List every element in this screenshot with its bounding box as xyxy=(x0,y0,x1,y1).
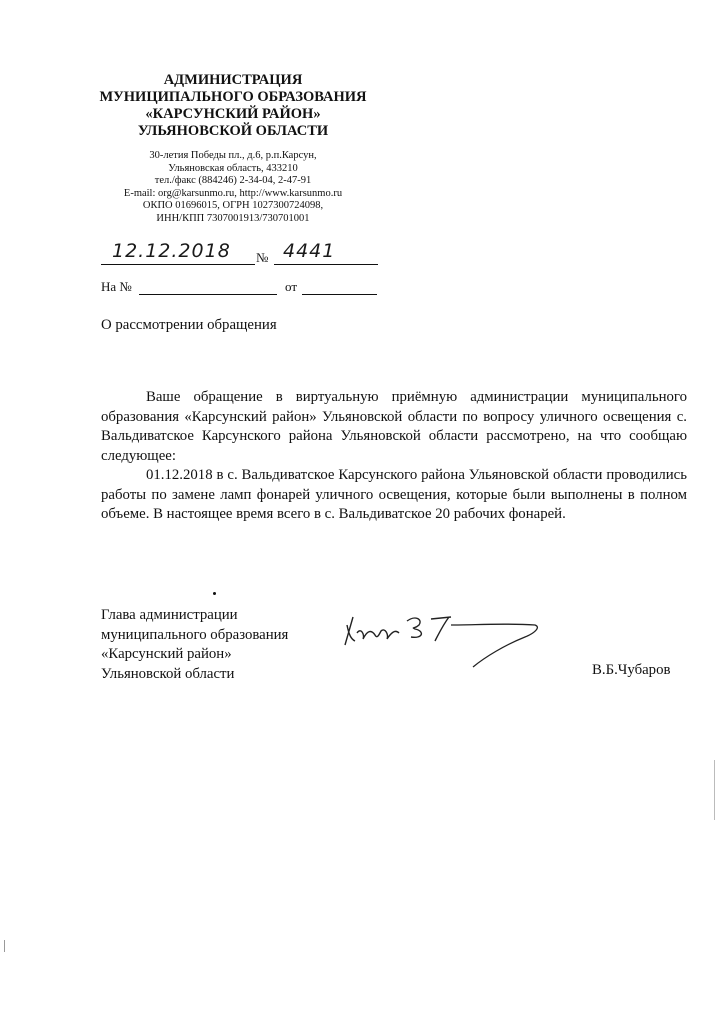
position-line: Глава администрации xyxy=(101,607,238,623)
signer-name: В.Б.Чубаров xyxy=(592,662,671,678)
reply-date-underline xyxy=(302,294,377,295)
handwritten-signature xyxy=(335,605,550,675)
letter-subject: О рассмотрении обращения xyxy=(101,317,277,333)
title-line: АДМИНИСТРАЦИЯ xyxy=(163,72,303,88)
address-line: ИНН/КПП 7307001913/730701001 xyxy=(156,212,310,224)
title-line: МУНИЦИПАЛЬНОГО ОБРАЗОВАНИЯ xyxy=(99,89,367,105)
position-line: «Карсунский район» xyxy=(101,646,232,663)
registration-number: 4441 xyxy=(283,240,336,262)
address-line: Ульяновская область, 433210 xyxy=(168,162,298,174)
scan-edge-mark xyxy=(714,760,715,820)
date-underline xyxy=(101,264,255,265)
scan-edge-mark xyxy=(4,940,5,952)
position-line: муниципального образования xyxy=(101,626,289,643)
signatory-position xyxy=(101,606,288,685)
organization-title xyxy=(60,72,406,140)
address-line: ОКПО 01696015, ОГРН 1027300724098, xyxy=(142,200,324,212)
from-label: от xyxy=(285,279,298,294)
address-line: E-mail: org@karsunmo.ru, http://www.karsunmo.ru xyxy=(123,187,343,199)
title-line: «КАРСУНСКИЙ РАЙОН» xyxy=(145,106,321,122)
organization-address xyxy=(60,150,406,226)
registration-date: 12.12.2018 xyxy=(112,240,231,262)
scan-dot xyxy=(213,592,216,595)
number-label: № xyxy=(256,250,269,265)
body-paragraph: Ваше обращение в виртуальную приёмную администрации муниципального образования «Карсунский район» Ульяновской области по вопросу уличного освещения с. Вальдиватское Карсунского района Ульяновской области рассмотрено, на что сообщаю следующее: xyxy=(101,389,687,464)
reply-number-underline xyxy=(139,294,277,295)
reply-to-label: На № xyxy=(101,279,132,294)
address-line: 30-летия Победы пл., д.6, р.п.Карсун, xyxy=(149,150,317,161)
body-paragraph: 01.12.2018 в с. Вальдиватское Карсунского района Ульяновской области проводились работы по замене ламп фонарей уличного освещения, которые были выполнены в полном объеме. В настоящее время всего в с. Вальдиватское 20 рабочих фонарей. xyxy=(101,467,687,522)
letter-body xyxy=(101,388,687,525)
number-underline xyxy=(274,264,378,265)
title-line: УЛЬЯНОВСКОЙ ОБЛАСТИ xyxy=(137,123,329,139)
position-line: Ульяновской области xyxy=(101,666,235,683)
address-line: тел./факс (884246) 2-34-04, 2-47-91 xyxy=(154,175,312,187)
